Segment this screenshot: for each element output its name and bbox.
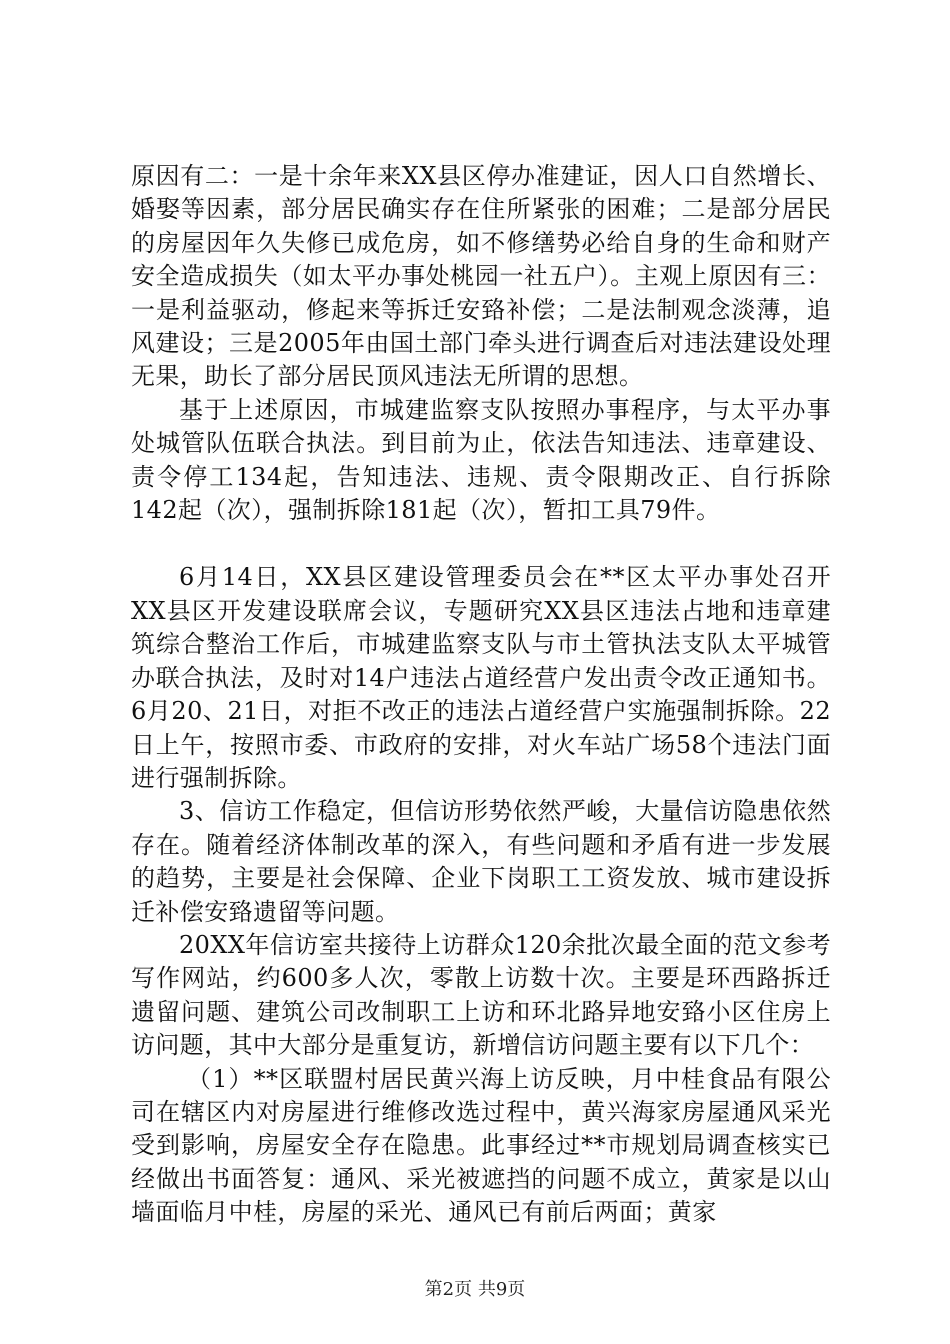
document-body xyxy=(131,160,831,1230)
paragraph-spacer xyxy=(131,527,831,561)
paragraph-petition-situation: 3、信访工作稳定，但信访形势依然严峻，大量信访隐患依然存在。随着经济体制改革的深入，有些问题和矛盾有进一步发展的趋势，主要是社会保障、企业下岗职工工资发放、城市建设拆迁补偿安臵遗留等问题。 xyxy=(131,797,831,926)
paragraph-joint-enforcement: 基于上述原因，市城建监察支队按照办事程序，与太平办事处城管队伍联合执法。到目前为止，依法告知违法、违章建设、责令停工134起，告知违法、违规、责令限期改正、自行拆除142起（次），强制拆除181起（次），暂扣工具79件。 xyxy=(131,395,831,525)
paragraph-case-1: （1）**区联盟村居民黄兴海上访反映，月中桂食品有限公司在辖区内对房屋进行维修改选过程中，黄兴海家房屋通风采光受到影响，房屋安全存在隐患。此事经过**市规划局调查核实已经做出书面答复：通风、采光被遮挡的问题不成立，黄家是以山墙面临月中桂，房屋的采光、通风已有前后两面；黄家 xyxy=(131,1064,831,1227)
paragraph-petition-statistics: 20XX年信访室共接待上访群众120余批次最全面的范文参考写作网站，约600多人次，零散上访数十次。主要是环西路拆迁遗留问题、建筑公司改制职工上访和环北路异地安臵小区住房上访问题，其中大部分是重复访，新增信访问题主要有以下几个： xyxy=(131,930,831,1060)
paragraph-causes: 原因有二：一是十余年来XX县区停办准建证，因人口自然增长、婚娶等因素，部分居民确实存在住所紧张的困难；二是部分居民的房屋因年久失修已成危房，如不修缮势必给自身的生命和财产安全造成损失（如太平办事处桃园一社五户）。主观上原因有三：一是利益驱动，修起来等拆迁安臵补偿；二是法制观念淡薄，追风建设；三是2005年由国土部门牵头进行调查后对违法建设处理无果，助长了部分居民顶风违法无所谓的思想。 xyxy=(131,162,831,391)
page-number-footer: 第2页 共9页 xyxy=(424,1279,526,1300)
paragraph-june-actions: 6月14日，XX县区建设管理委员会在**区太平办事处召开XX县区开发建设联席会议，专题研究XX县区违法占地和违章建筑综合整治工作后，市城建监察支队与市土管执法支队太平城管办联合执法，及时对14户违法占道经营户发出责令改正通知书。6月20、21日，对拒不改正的违法占道经营户实施强制拆除。22日上午，按照市委、市政府的安排，对火车站广场58个违法门面进行强制拆除。 xyxy=(131,563,831,792)
